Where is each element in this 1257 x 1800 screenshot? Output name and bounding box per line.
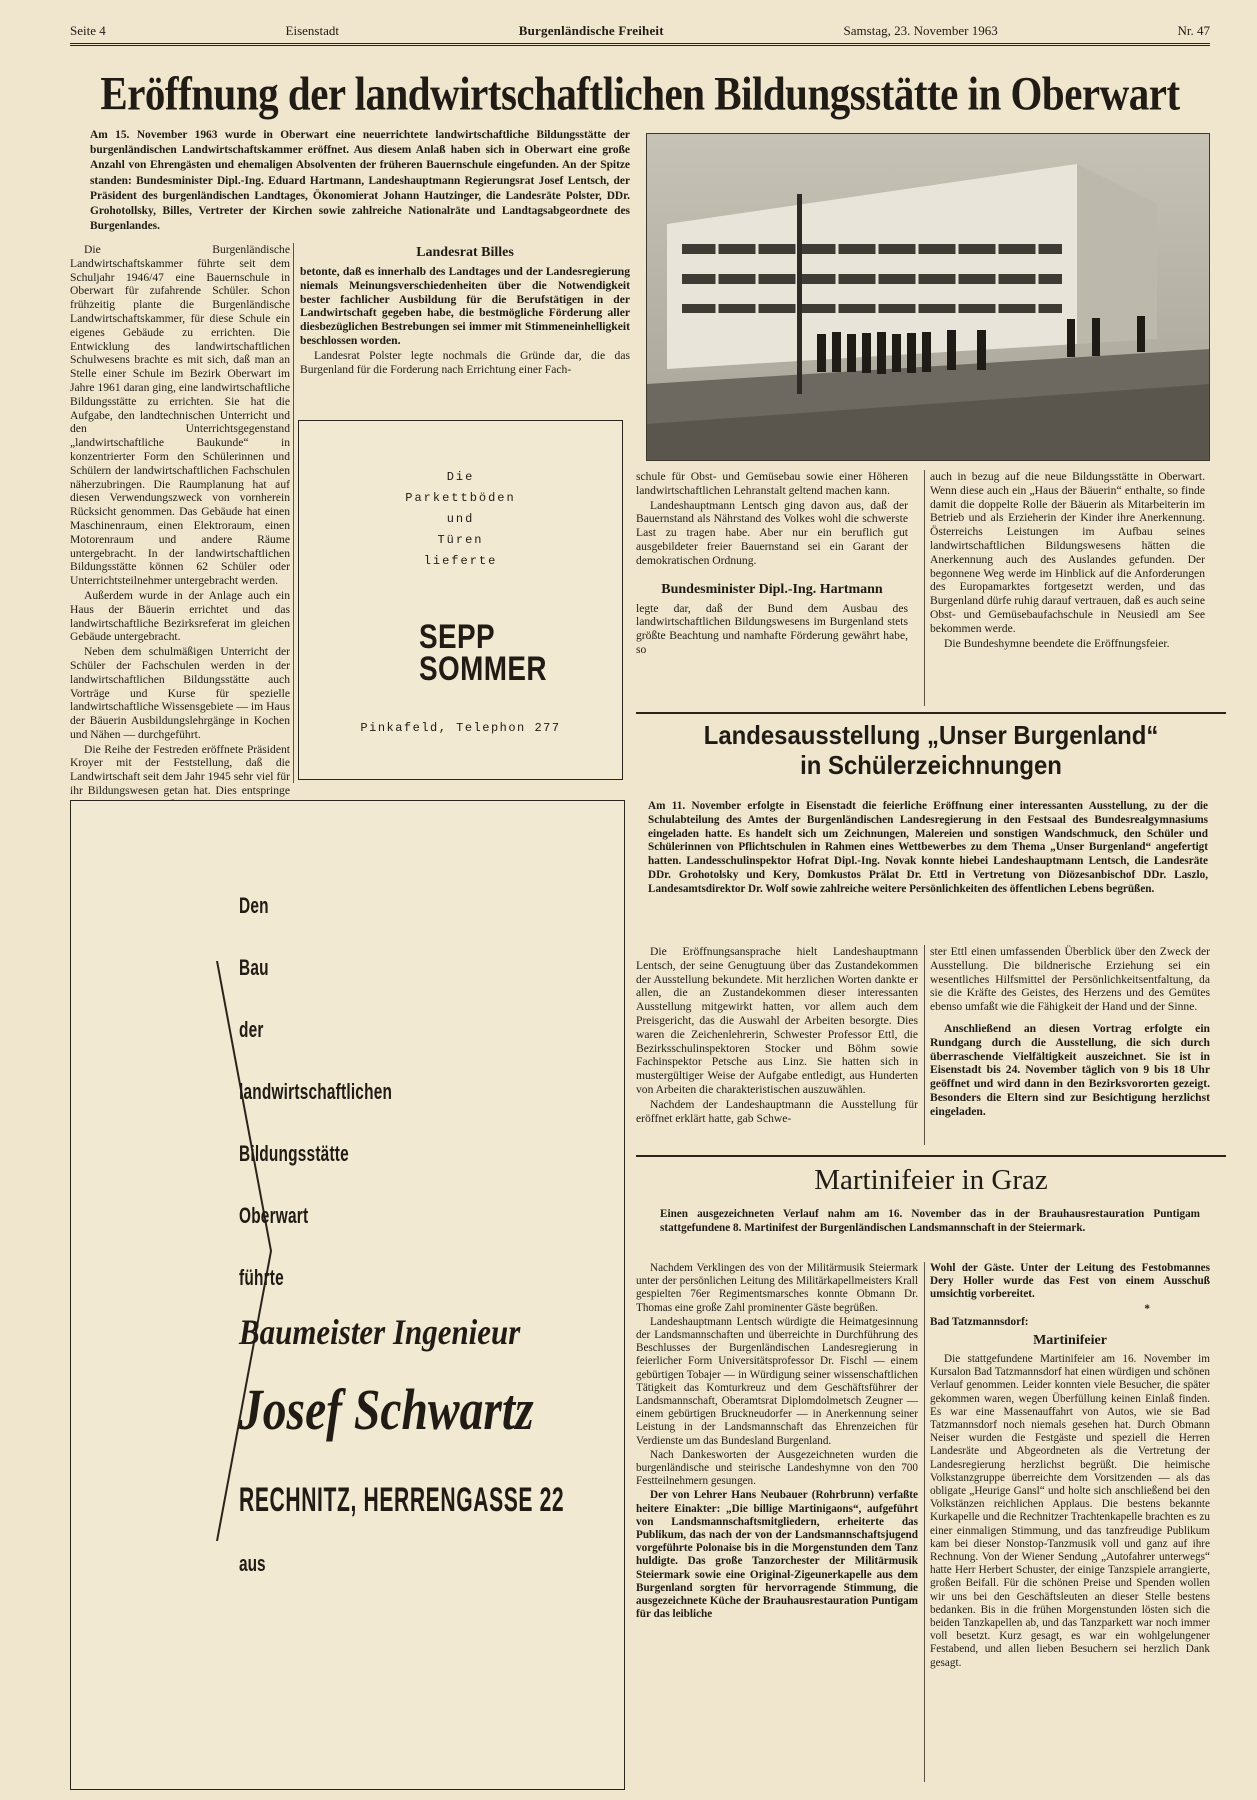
ad-schwartz-title: Baumeister Ingenieur: [239, 1312, 521, 1352]
article1-polster-text: Landesrat Polster legte nochmals die Gründe dar, die das Burgenland für die Forderung nach Errichtung einer Fach-: [300, 348, 630, 376]
article2-col1-paragraph: Nachdem der Landeshauptmann die Ausstellung für eröffnet erklärt hatte, gab Schwe-: [636, 1097, 918, 1125]
ad-josef-schwartz: [70, 800, 625, 1790]
column-rule: [924, 945, 925, 1145]
article3-column-1: [636, 1262, 918, 1622]
building-photo-illustration: [647, 134, 1210, 461]
ad-sommer-text: [299, 467, 622, 572]
article3-top-rule: [636, 1155, 1226, 1157]
article1-lead: [90, 128, 630, 234]
column-rule: [293, 243, 294, 783]
article1-col4-paragraph: Die Bundeshymne beendete die Eröffnungsfeier.: [944, 636, 1170, 650]
ad-schwartz-address: RECHNITZ, HERRENGASSE 22: [239, 1481, 565, 1519]
ad-line: Die: [446, 470, 475, 484]
article1-hartmann-text: legte dar, daß der Bund dem Ausbau des landwirtschaftlichen Bildungswesens im Burgenland stets größte Beachtung und namhafte Förderung gewährt habe, so: [636, 601, 908, 656]
article3-headline: Martinifeier in Graz: [814, 1164, 1048, 1196]
article1-billes-text: betonte, daß es innerhalb des Landtages und der Landesregierung niemals Meinungsverschiedenheiten über die Notwendigkeit bester fachlicher Ausbildung für die Berufstätigen in der Landwirtschaft gegeben habe, die bestmögliche Förderung aller diesbezüglichen Bestrebungen sei immer mit Stimmeneinhelligkeit beschlossen worden.: [300, 265, 630, 347]
article1-column-3: [636, 470, 908, 658]
ad-sommer-lastname: SOMMER: [419, 650, 547, 688]
article2-col1-paragraph: Die Eröffnungsansprache hielt Landeshauptmann Lentsch, der seine Genugtuung über das Zustandekommen der Ausstellung bekundete. Mit herzlichen Worten dankte er allen, die an Zustandekommen dieser interessanten Ausstellung mitgewirkt hatten, vor allem auch dem Preisgericht, das die Auswahl der Arbeiten besorgte. Dies waren die Zeichenlehrerin, Schwester Professor Ettl, die Bezirksschulinspektoren Stocker und Böhm sowie Fachinspektor Petsche aus Linz. Sie hatten sich in mustergültiger Weise der Aufgabe entledigt, aus Hunderten von Arbeiten die charakteristischen auszuwählen.: [636, 945, 918, 1096]
building-photo: [646, 133, 1210, 461]
article2-headline-line2: in Schülerzeichnungen: [800, 750, 1062, 780]
article3-col1-paragraph: Landeshauptmann Lentsch würdigte die Heimatgesinnung der Landsmannschaften und überreichte in Durchführung des Beschlusses der Burgenländischen Landesregierung in feierlicher Form Universitätsprofessor Dr. Fischl — einem gebürtigen Tobajer — in Würdigung seiner wissenschaftlichen Tätigkeit das Komturkreuz und dem Geschäftsführer der Landsmannschaft, Oberamtsrat Diplomdolmetsch Zeugner — einem gebürtigen Bruckneudorfer — in Anerkennung seiner Leistung in der Landsmannschaft das Ehrenzeichen für Verdienste um das Bundesland Burgenland.: [636, 1315, 918, 1447]
article1-headline: Eröffnung der landwirtschaftlichen Bildungsstätte in Oberwart: [100, 67, 1180, 121]
subhead-billes: Landesrat Billes: [416, 245, 514, 260]
ad-sepp-sommer: [298, 420, 623, 780]
ad-line: lieferte: [423, 554, 498, 568]
article3-col1-paragraph: Nachdem Verklingen des von der Militärmusik Steiermark unter der persönlichen Leitung des Militärkapellmeisters Krall gespielten 76er Regimentsmarsches konnte Obmann Dr. Thomas eine große Zahl prominenter Gäste begrüßen.: [636, 1262, 918, 1314]
ad-line: Den: [239, 893, 269, 918]
article1-col3-paragraph: schule für Obst- und Gemüsebau sowie einer Höheren landwirtschaftlichen Lehranstalt geltend machen kann.: [636, 470, 908, 497]
article3-col2-bold: Wohl der Gäste. Unter der Leitung des Festobmannes Dery Holler wurde das Fest von einem Ausschuß umsichtig vorbereitet.: [930, 1262, 1210, 1301]
article1-col1-paragraph: Außerdem wurde in der Anlage auch ein Haus der Bäuerin errichtet und das landwirtschaftliche Bezirksreferat im gleichen Gebäude untergebracht.: [70, 588, 290, 644]
masthead: [70, 18, 1210, 46]
article2-headline: [660, 720, 1203, 780]
article2-col2-bold: Anschließend an diesen Vortrag erfolgte ein Rundgang durch die Ausstellung, die sich durch überraschende Vielfältigkeit auszeichnet. Sie ist in Eisenstadt bis 24. November täglich von 9 bis 18 Uhr geöffnet und wird dann in den Bezirksvororten gezeigt. Besonders die Eltern sind zur Besichtigung herzlichst eingeladen.: [930, 1021, 1210, 1118]
article3-place: Bad Tatzmannsdorf:: [930, 1315, 1029, 1328]
ad-line: Oberwart: [239, 1203, 309, 1228]
subhead-hartmann: Bundesminister Dipl.-Ing. Hartmann: [661, 581, 883, 597]
ad-line: Bildungsstätte: [239, 1141, 349, 1166]
column-rule: [924, 470, 925, 706]
page-number: Seite 4: [70, 23, 106, 38]
article1-col4-paragraph: auch in bezug auf die neue Bildungsstätte in Oberwart. Wenn diese auch ein „Haus der Bäuerin“ enthalte, so finde damit die doppelte Rolle der Bäuerin als Mitarbeiterin im Betrieb und als Erzieherin der Kinder ihre Anerkennung. Österreichs Leistungen im Aufbau seines landwirtschaftlichen Bildungswesens hätten die Anerkennung auch des Auslandes gefunden. Der begonnene Weg werde im Hinblick auf die Anforderungen des Europamarktes fortgesetzt werden, und das Burgenland dürfe ruhig darauf vertrauen, daß es auch seine Obst- und Gemüsebaufachschule in Neusiedl am See bekommen werde.: [930, 470, 1205, 635]
article3-column-2: [930, 1262, 1210, 1671]
ad-schwartz-tail: aus: [239, 1551, 266, 1576]
ad-line: und: [446, 512, 475, 526]
issue-number: Nr. 47: [1177, 23, 1210, 38]
ad-schwartz-name: Josef Schwartz: [239, 1377, 534, 1442]
ad-line: der: [239, 1017, 264, 1042]
article1-lead-text: Am 15. November 1963 wurde in Oberwart eine neuerrichtete landwirtschaftliche Bildungsstätte der burgenländischen Landwirtschaftskammer eröffnet. Aus diesem Anlaß haben sich in Oberwart eine große Anzahl von Ehrengästen und ehemaligen Absolventen der früheren Bauernschule eingefunden. An der Spitze standen: Bundesminister Dipl.-Ing. Eduard Hartmann, Landeshauptmann Regierungsrat Josef Lentsch, der Präsident des burgenländischen Landtages, Ökonomierat Johann Hautzinger, die Landesräte Polster, DDr. Grohotollsky, Billes, Vertreter der Kirchen sowie zahlreiche Nationalräte und Landtagsabgeordnete des Burgenlandes.: [90, 129, 630, 233]
article1-col3-paragraph: Landeshauptmann Lentsch ging davon aus, daß der Bauernstand als Nährstand des Volkes wohl die schwerste Last zu tragen habe. Aber nur ein beruflich gut ausgebildeter freier Bauernstand sei ein Garant der demokratischen Ordnung.: [636, 498, 908, 567]
article1-col1-paragraph: Neben dem schulmäßigen Unterricht der Schüler der Fachschulen werden in der landwirtschaftlichen Bildungsstätte auch Vorträge und Kurse für spezielle landwirtschaftliche Wissensgebiete — im Haus der Bäuerin Ausbildungslehrgänge in Kochen und Nähen — durchgeführt.: [70, 645, 290, 741]
article2-column-1: [636, 945, 918, 1126]
article3-lead: [660, 1208, 1200, 1236]
newspaper-name: Burgenländische Freiheit: [518, 23, 664, 38]
article2-lead: [648, 800, 1208, 897]
article3-subhead: Martinifeier: [1033, 1333, 1107, 1349]
ad-sommer-footer: Pinkafeld, Telephon 277: [360, 721, 561, 735]
article3-col1-paragraph: Nach Dankesworten der Ausgezeichneten wurden die burgenländische und steirische Landeshymne von den 700 Festteilnehmern gesungen.: [636, 1448, 918, 1488]
article3-lead-text: Einen ausgezeichneten Verlauf nahm am 16. November das in der Brauhausrestauration Puntigam stattgefundene 8. Martinifest der Burgenländischen Landsmannschaft in der Steiermark.: [660, 1208, 1200, 1234]
article1-column-4: [930, 470, 1205, 651]
ad-line: Parkettböden: [405, 491, 516, 505]
article2-col2-text: ster Ettl einen umfassenden Überblick über den Zweck der Ausstellung. Die bildnerische Erziehung sei ein wesentliches Hilfsmittel der Persönlichkeitsentfaltung, da sie die Kräfte des Geistes, des Herzens und des Gemütes ebenso umfaßt wie die Fähigkeit der Hand und der Sinne.: [930, 945, 1210, 1014]
ad-line: Türen: [437, 533, 484, 547]
ad-line: Bau: [239, 955, 269, 980]
article1-column-2: [300, 243, 630, 377]
article2-column-2: [930, 945, 1210, 1120]
masthead-place: Eisenstadt: [285, 23, 339, 38]
article3-col2-text: Die stattgefundene Martinifeier am 16. November im Kursalon Bad Tatzmannsdorf hat einen würdigen und schönen Verlauf genommen. Leider konnten viele Besucher, die später gekommen waren, wegen Überfüllung keinen Einlaß finden. Es war eine Massenauffahrt von Autos, wie sie Bad Tatzmannsdorf noch niemals gesehen hat. Durch Obmann Neiser wurden die Festgäste und speziell die Herren Landesräte und Abgeordneten als die Vertretung der Landesregierung herzlichst begrüßt. Die heimische Volkstanzgruppe überreichte dem Vorsitzenden — als das obligate „Heurige Gansl“ und holte sich anschließend bei den Volkstänzen reichlichen Applaus. Die bestens bekannte Kurkapelle und die Rechnitzer Trachtenkapelle brachten es zu einer einmaligen Stimmung, und das tanzfreudige Publikum kam bei dieser Nonstop-Tanzmusik voll und ganz auf ihre Rechnung. Von der Wiener Sendung „Autofahrer unterwegs“ hatte Herr Herbert Schuster, der einige Tanzspiele arrangierte, großen Beifall. Für die schönen Preise und Spenden wollen wir uns bei den Geschäftsleuten an dieser Stelle bestens bedanken. Bis in die frühen Morgenstunden lösten sich die beiden Tanzkapellen ab, und das Tanzparkett war noch immer voll besetzt. Kurz gesagt, es war ein wohlgelungener Festabend, und allen lieben Besuchern sei herzlich Dank gesagt.: [930, 1353, 1210, 1669]
article1-col1-paragraph: Die Reihe der Festreden eröffnete Präsident Kroyer mit der Feststellung, daß die Landwirtschaft seit dem Jahr 1945 sehr viel für ihr Bildungswesen getan hat. Dies entspringe: [70, 742, 290, 798]
article1-col1-paragraph: Die Burgenländische Landwirtschaftskammer führte seit dem Schuljahr 1946/47 eine Bauernschule in Oberwart für zufahrende Schüler. Schon frühzeitig plante die Burgenländische Landwirtschaftskammer, für diese Schule ein eigenes Gebäude zu errichten. Die Entwicklung des landwirtschaftlichen Schulwesens brachte es mit sich, daß man an Stelle einer Schule im Bezirk Oberwart im Jahre 1961 daran ging, eine landwirtschaftliche Bildungsstätte zu errichten. Sie hat die Aufgabe, den landtechnischen Unterricht und den Unterrichtsgegenstand „landwirtschaftliche Baukunde“ in konzentrierter Form den Schülerinnen und Schülern der landwirtschaftlichen Fachschulen näherzubringen. Die Raumplanung hat auf diesen Verwendungszweck von vornherein Rücksicht genommen. Das Gebäude hat einen Maschinenraum, einen Elektroraum, einen Motorenraum und andere Räume untergebracht. In der landwirtschaftlichen Bildungsstätte können 62 Schüler oder Unterrichtsteilnehmer untergebracht werden.: [70, 243, 290, 588]
issue-date: Samstag, 23. November 1963: [843, 23, 998, 38]
ad-schwartz-text: [239, 875, 392, 1309]
column-rule: [924, 1262, 925, 1782]
ad-line: führte: [239, 1265, 284, 1290]
ad-line: landwirtschaftlichen: [239, 1079, 393, 1104]
ad-sommer-firstname: SEPP: [419, 618, 496, 656]
ad-sommer-name: [419, 618, 547, 688]
article1-column-1: [70, 243, 290, 840]
article3-asterisk: *: [1144, 1302, 1150, 1315]
article2-headline-line1: Landesausstellung „Unser Burgenland“: [703, 720, 1159, 750]
article3-col1-bold: Der von Lehrer Hans Neubauer (Rohrbrunn) verfaßte heitere Einakter: „Die billige Martinigaons“, aufgeführt von Landsmannschaftsmitgliedern, erheiterte das Publikum, das nach der von der Landsmannschaftsjugend vorgeführte Polonaise bis in die Morgenstunden dem Tanz huldigte. Das große Tanzorchester der Militärmusik Steiermark sowie eine Original-Zigeunerkapelle aus dem Burgenland sorgten für hervorragende Stimmung, die ausgezeichnete Küche der Brauhausrestauration Puntigam für das leibliche: [636, 1489, 918, 1621]
article2-lead-text: Am 11. November erfolgte in Eisenstadt die feierliche Eröffnung einer interessanten Ausstellung, zu der die Schulabteilung des Amtes der Burgenländischen Landesregierung in den Festsaal des Bundesrealgymnasiums eingeladen hatte. Es handelt sich um Zeichnungen, Malereien und sonstigen Wandschmuck, den Schüler und Schülerinnen von Pflichtschulen in Rahmen eines Wettbewerbes zu dem Thema „Unser Burgenland“ angefertigt hatten. Landesschulinspektor Hofrat Dipl.-Ing. Novak konnte hiebei Landeshauptmann Lentsch, die Landesräte DDr. Grohotolsky und Kery, Domkustos Prälat Dr. Ettl in Vertretung von Diözesanbischof DDr. Laszlo, Landesamtsdirektor Dr. Wolf sowie zahlreiche weitere Persönlichkeiten des öffentlichen Lebens begrüßen.: [648, 800, 1208, 895]
article2-top-rule: [636, 712, 1226, 714]
